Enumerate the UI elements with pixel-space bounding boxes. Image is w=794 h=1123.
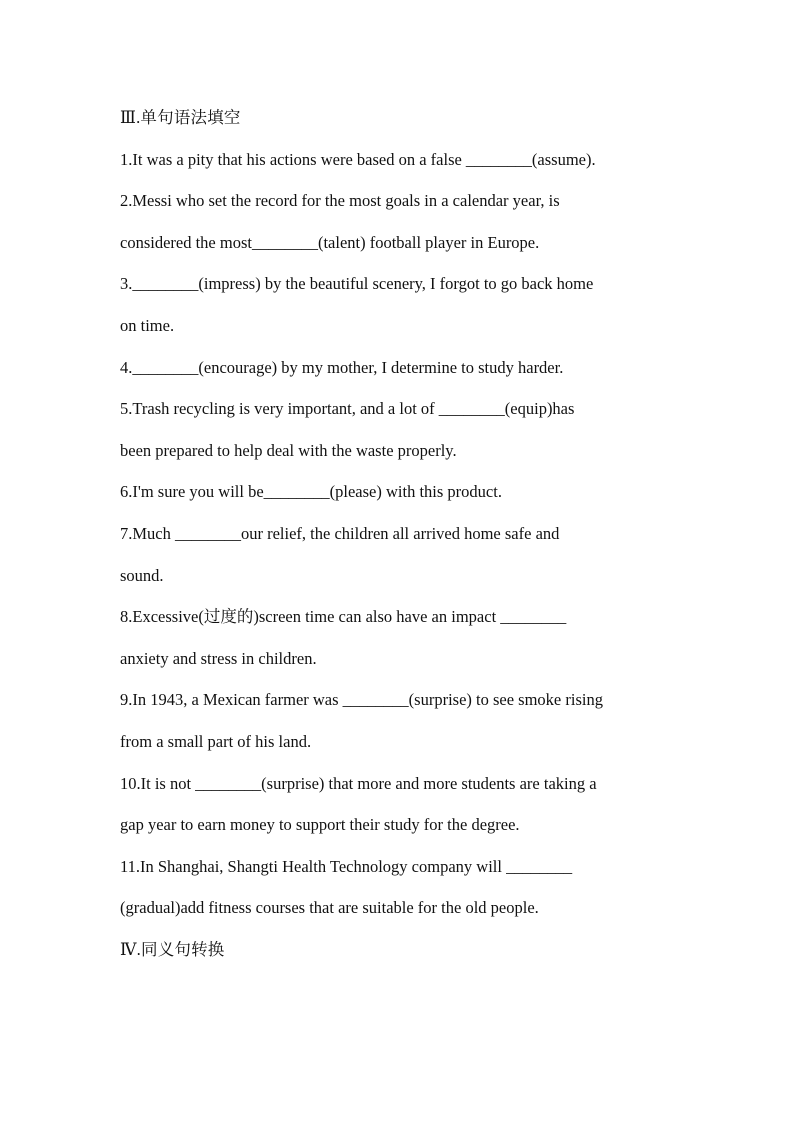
question-8-line-1: 8.Excessive(过度的)screen time can also have an impact ________ xyxy=(120,607,567,627)
question-7-line-2: sound. xyxy=(120,565,164,585)
question-10-line-1: 10.It is not ________(surprise) that more and more students are taking a xyxy=(120,773,597,793)
section-4-heading: Ⅳ.同义句转换 xyxy=(120,939,225,959)
question-11-line-1: 11.In Shanghai, Shangti Health Technology company will ________ xyxy=(120,856,573,876)
question-1-line: 1.It was a pity that his actions were based on a false ________(assume). xyxy=(120,149,596,169)
question-3-line-2: on time. xyxy=(120,315,175,335)
question-4-line: 4.________(encourage) by my mother, I determine to study harder. xyxy=(120,357,564,377)
question-2-line-2: considered the most________(talent) football player in Europe. xyxy=(120,232,540,252)
question-6-line: 6.I'm sure you will be________(please) with this product. xyxy=(120,482,502,502)
question-2-line-1: 2.Messi who set the record for the most goals in a calendar year, is xyxy=(120,191,560,211)
question-7-line-1: 7.Much ________our relief, the children all arrived home safe and xyxy=(120,523,560,543)
question-10-line-2: gap year to earn money to support their study for the degree. xyxy=(120,815,520,835)
question-3-line-1: 3.________(impress) by the beautiful scenery, I forgot to go back home xyxy=(120,274,594,294)
question-11-line-2: (gradual)add fitness courses that are suitable for the old people. xyxy=(120,898,539,918)
worksheet-content xyxy=(120,97,672,970)
section-3-heading: Ⅲ.单句语法填空 xyxy=(120,108,241,127)
question-9-line-1: 9.In 1943, a Mexican farmer was ________(surprise) to see smoke rising xyxy=(120,690,603,710)
question-9-line-2: from a small part of his land. xyxy=(120,731,312,751)
question-5-line-2: been prepared to help deal with the waste properly. xyxy=(120,440,457,460)
question-8-line-2: anxiety and stress in children. xyxy=(120,648,317,668)
question-5-line-1: 5.Trash recycling is very important, and a lot of ________(equip)has xyxy=(120,399,575,419)
